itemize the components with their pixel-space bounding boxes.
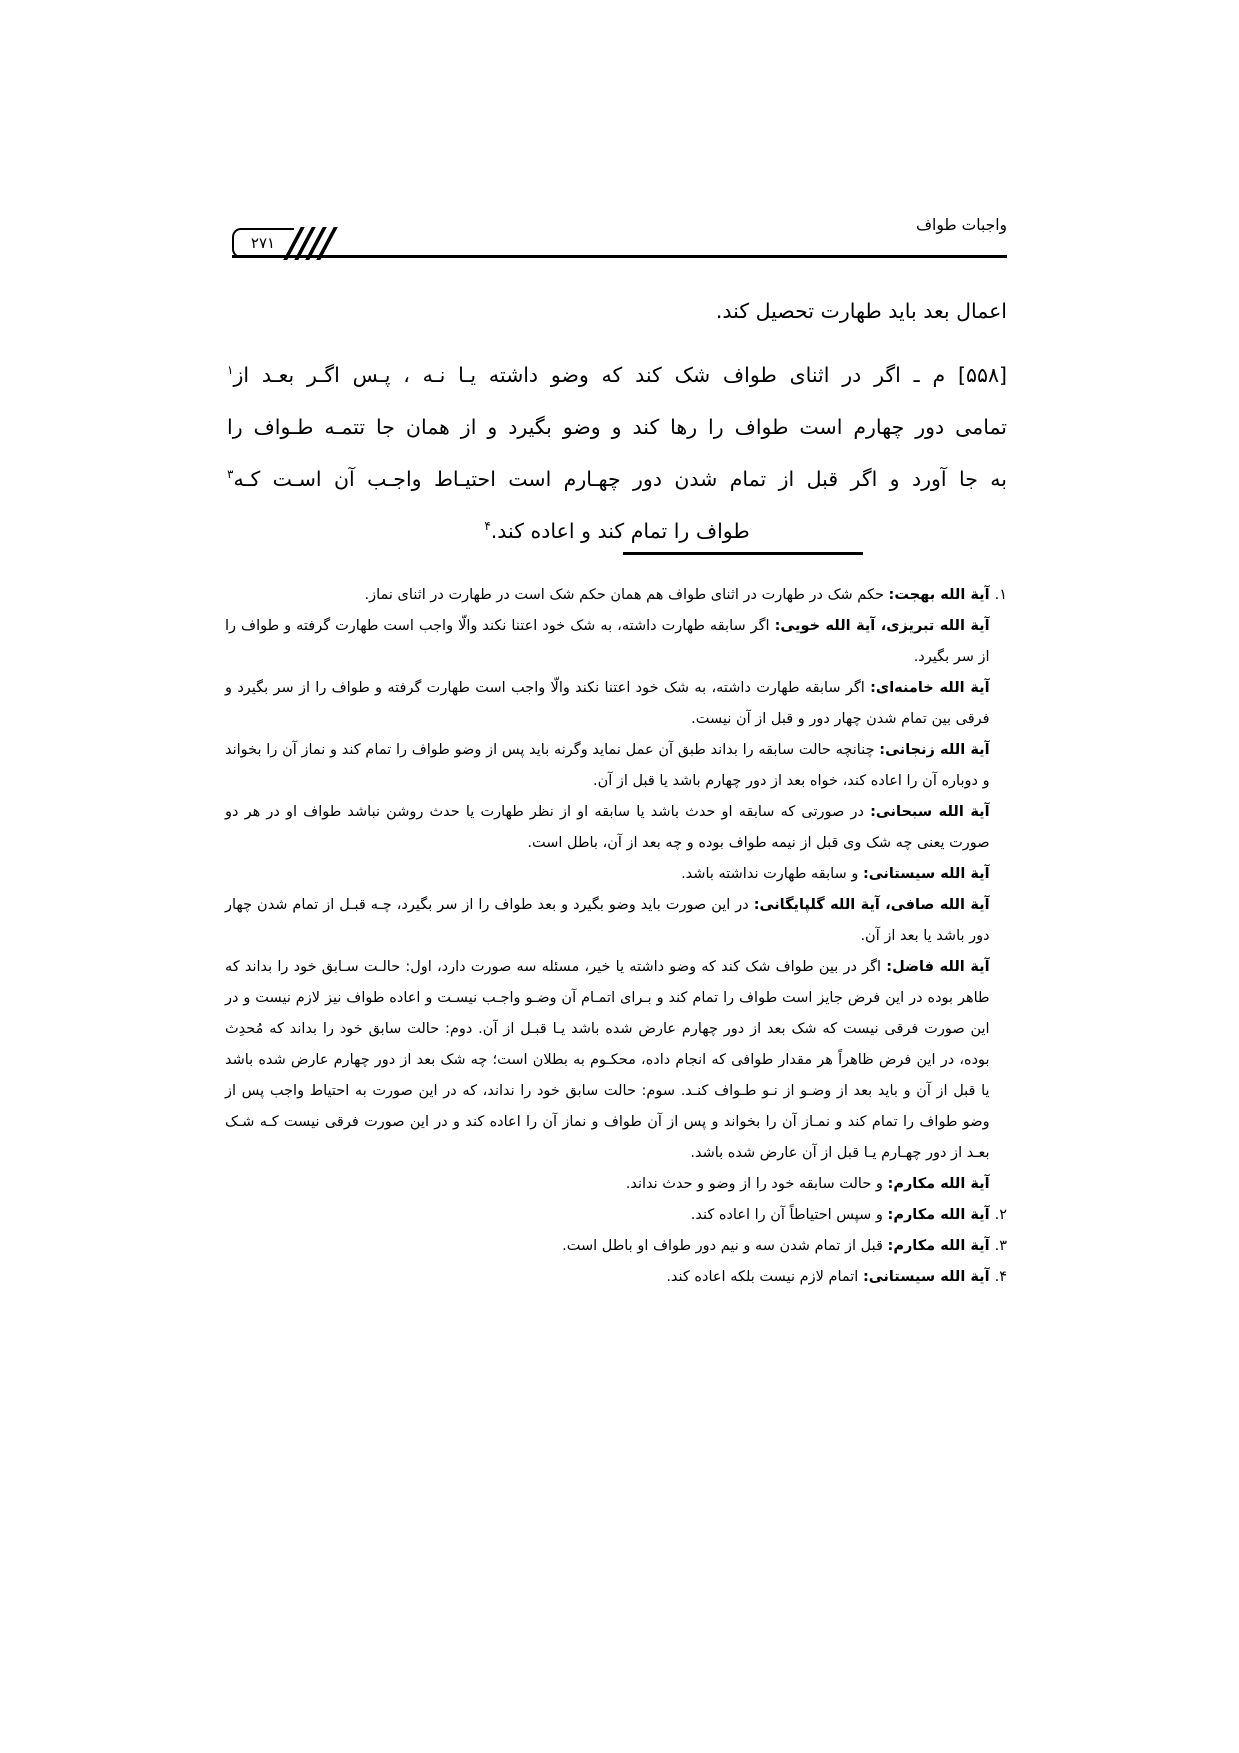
body-line-text: تمامی دور چهارم است طواف را رها کند و وضو بگیرد و از همان جا تتمـه طـواف را	[227, 415, 1007, 439]
footnote-text: و حالت سابقه خود را از وضو و حدث نداند.	[625, 1176, 888, 1192]
authority-name: آیة الله فاضل:	[886, 959, 990, 975]
running-head: واجبات طواف	[915, 216, 1007, 234]
authority-name: آیة الله زنجانی:	[879, 742, 990, 758]
footnote-item	[225, 1262, 1007, 1293]
footnote-text: و سابقه طهارت نداشته باشد.	[681, 866, 863, 882]
footnote-paragraph	[225, 1200, 990, 1231]
paragraph-gap	[227, 337, 1007, 349]
footnote-body	[225, 1231, 990, 1262]
footnote-text: در این صورت باید وضو بگیرد و بعد طواف را از سر بگیرد، چـه قبـل از تمام شدن چهار دور باشد یا بعد از آن.	[225, 897, 990, 944]
body-line: طواف را تمام کند و اعاده کند.$^۴$	[484, 519, 750, 543]
authority-name: آیة الله مکارم:	[887, 1238, 990, 1254]
footnote-text: اگر سابقه طهارت داشته، به شک خود اعتنا نکند والّا واجب است طهارت گرفته و طواف را از سر بگیرد.	[225, 618, 990, 665]
authority-name: آیة الله صافی، آیة الله گلپایگانی:	[753, 897, 990, 913]
footnote-paragraph	[225, 890, 990, 952]
footnote-item	[225, 1200, 1007, 1231]
footnote-text: اتمام لازم نیست بلکه اعاده کند.	[666, 1269, 863, 1285]
footnote-paragraph	[225, 580, 990, 611]
authority-name: آیة الله سیستانی:	[862, 866, 990, 882]
footnote-item	[225, 580, 1007, 1200]
footnote-paragraph	[225, 952, 990, 1169]
body-line	[227, 453, 1007, 505]
authority-name: آیة الله تبریزی، آیة الله خویی:	[774, 618, 990, 634]
authority-name: آیة الله سیستانی:	[862, 1269, 990, 1285]
footnote-paragraph	[225, 1231, 990, 1262]
footnote-item	[225, 1231, 1007, 1262]
footnote-text: در صورتی که سابقه او حدث باشد یا سابقه او از نظر طهارت یا حدث روشن نباشد طواف او در هر دو صورت یعنی چه شک وی قبل از نیمه طواف بوده و چه بعد از آن، باطل است.	[225, 804, 990, 851]
footnote-text: و سپس احتیاطاً آن را اعاده کند.	[690, 1207, 888, 1223]
authority-name: آیة الله سبحانی:	[870, 804, 990, 820]
header-rule	[232, 255, 1007, 258]
page-header	[232, 214, 1007, 262]
footnote-marker: ۱.	[994, 587, 1007, 603]
authority-name: آیة الله مکارم:	[887, 1207, 990, 1223]
footnote-marker: ۳.	[994, 1238, 1007, 1254]
footnote-paragraph	[225, 611, 990, 673]
footnote-marker: ۲.	[994, 1207, 1007, 1223]
authority-name: آیة الله مکارم:	[887, 1176, 990, 1192]
footnote-list	[225, 580, 1007, 1293]
footnote-paragraph	[225, 1262, 990, 1293]
body-line	[227, 401, 1007, 453]
footnote-body	[225, 1262, 990, 1293]
authority-name: آیة الله بهجت:	[888, 587, 990, 603]
body-line-text: به جا آورد و اگر قبل از تمام شدن دور چهـارم است احتیـاط واجـب آن اسـت کـه$^۳$	[227, 467, 1007, 491]
footnote-text: اگر در بین طواف شک کند که وضو داشته یا خیر، مسئله سه صورت دارد، اول: حالـت سـابق خود را بداند که طاهر بوده در این فرض جایز است طواف را تمام کند و بـرای اتمـام آن وضـو واجـب نیسـت و اعاده طواف نیز لازم نیست و در این صورت فرقی نیست که شک بعد از دور چهارم عارض شده باشد یـا قبـل از آن. دوم: حالت سابق خود را بداند که مُحدِث بوده، در این فرض ظاهراً هر مقدار طوافی که انجام داده، محکـوم به بطلان است؛ چه شک بعد از دور چهارم عارض شده باشد یا قبل از آن و باید بعد از وضـو از نـو طـواف کنـد. سوم: حالت سابق خود را نداند، که در این صورت به احتیاط واجب پس از وضو طواف را تمام کند و نمـاز آن را بخواند و پس از آن طواف و نماز آن را اعاده کند و در این صورت فرقی نیست کـه شـک بعـد از دور چهـارم یـا قبل از آن عارض شده باشد.	[225, 959, 990, 1161]
footnote-text: قبل از تمام شدن سه و نیم دور طواف او باطل است.	[562, 1238, 888, 1254]
authority-name: آیة الله خامنه‌ای:	[870, 680, 990, 696]
footnote-ref: ۱	[227, 363, 234, 378]
footnote-text: اگر سابقه طهارت داشته، به شک خود اعتنا نکند والّا واجب است طهارت گرفته و طواف را از سر بگیرد و فرقی بین تمام شدن چهار دور و قبل از آن نیست.	[225, 680, 990, 727]
footnote-ref: ۴	[484, 519, 491, 534]
footnote-text: حکم شک در طهارت در اثنای طواف هم همان حکم شک است در طهارت در اثنای نماز.	[364, 587, 889, 603]
footnote-separator	[623, 552, 863, 555]
body-text	[227, 285, 1007, 557]
body-line	[227, 349, 1007, 401]
footnote-paragraph	[225, 1169, 990, 1200]
footnote-marker: ۴.	[994, 1269, 1007, 1285]
body-line-text: [۵۵۸] م ـ اگر در اثنای طواف شک کند که وضو داشته یـا نـه ، پـس اگـر بعـد از$^۱$	[227, 363, 1007, 387]
footnote-body	[225, 580, 990, 1200]
footnote-paragraph	[225, 797, 990, 859]
page-number: ۲۷۱	[250, 234, 276, 252]
footnote-paragraph	[225, 859, 990, 890]
footnote-text: چنانچه حالت سابقه را بداند طبق آن عمل نماید وگرنه باید پس از وضو طواف را تمام کند و نماز آن را بخواند و دوباره آن را اعاده کند، خواه بعد از دور چهارم باشد یا قبل از آن.	[225, 742, 990, 789]
body-line: اعمال بعد باید طهارت تحصیل کند.	[715, 299, 1007, 323]
footnote-paragraph	[225, 735, 990, 797]
footnote-ref: ۳	[227, 467, 234, 482]
footnote-paragraph	[225, 673, 990, 735]
footnote-body	[225, 1200, 990, 1231]
